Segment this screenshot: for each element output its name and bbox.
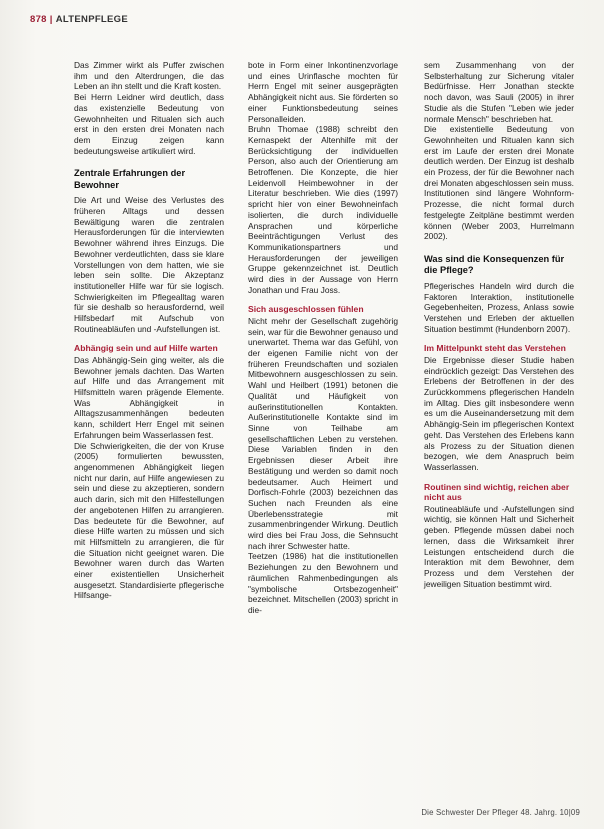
section-heading: Was sind die Konsequenzen für die Pflege?: [424, 253, 565, 276]
header-separator: |: [49, 14, 53, 25]
paragraph: Die existentielle Bedeutung von Gewohnheiten und Ritualen kann sich erst im Laufe der ersten drei Monate deutlich werden. Der Einzug ist deshalb ein Prozess, der für die Bewohner nach drei Monaten abgeschlossen sein muss. Institutionen sind längere Wohnform-Prozesse, die nicht formal durch festgelegte Zeitpläne bestimmt werden können (Weber 2003, Hurrelmann 2002).: [424, 124, 574, 242]
paragraph: Das Abhängig-Sein ging weiter, als die Bewohner jemals dachten. Das Warten auf Hilfe und das Arrangement mit Hilfsmitteln waren prägende Elemente. Was Abhängigkeit in Alltagszusammenhängen bedeuten kann, schildert Herr Engel mit seinen Erfahrungen beim Wasserlassen fest.: [74, 354, 224, 440]
paragraph: Das Zimmer wirkt als Puffer zwischen ihm und den Alterdrungen, die das Leben an ihn stellt und die Kraft kosten.: [74, 60, 224, 92]
paragraph: Die Art und Weise des Verlustes des früheren Alltags und dessen Bewältigung waren die zentralen Herausforderungen für die interviewten Bewohner während ihres Einzugs. Die Bewohner verdeutlichten, dass sie klare Vorstellungen von dem hatten, wie sie leben sein sollte. Die Akzeptanz institutioneller Hilfe war für sie logisch. Schwierigkeiten im Pflegealltag waren für sie deshalb so herausfordernd, weil Hilfsbedarf mit Aufschub von Routineabläufen und -Aufstellungen ist.: [74, 195, 224, 334]
page-number: 878: [30, 14, 47, 25]
subsection-heading: Sich ausgeschlossen fühlen: [248, 304, 364, 315]
paragraph: Nicht mehr der Gesellschaft zugehörig sein, war für die Bewohner genauso und unerwartet. Thema war das Gefühl, von der eigenen Familie nicht von der früheren Freundschaften und sozialen Mitbewohnern ausgeschlossen zu sein. Wahl und Heilbert (1991) betonen die Qualität und Häufigkeit von außerinstitutionellen Kontakten. Außerinstitutionelle Kontakte sind im Sinne von Teilhabe am gesellschaftlichen Leben zu verstehen. Diese Variablen finden in den Ergebnissen dieser Arbeit ihre Bestätigung und werden so damit noch bedeutsamer. Auch Heimert und Dorfisch-Fohrle (2003) bezeichnen das Suchen nach Freunden als eine Überlebensstrategie mit zusammenbringender Wirkung. Deutlich wird dies bei Frau Joss, die Sehnsucht nach ihrer Schwester hatte.: [248, 315, 398, 551]
subsection-heading: Routinen sind wichtig, reichen aber nicht aus: [424, 481, 570, 503]
paragraph: bote in Form einer Inkontinenzvorlage und eines Urinflasche mochten für Herrn Engel mit seiner ausgeprägten Abhängigkeit nicht aus. Sie förderten so einer Funktionsbedeutung seines Personalleiden.: [248, 60, 398, 124]
footer-journal-info: Die Schwester Der Pfleger 48. Jahrg. 10|09: [421, 808, 580, 817]
paragraph: Pflegerisches Handeln wird durch die Faktoren Interaktion, institutionelle Gegebenheiten, Prozess, Anlass sowie Verstehen und Erleben der aktuellen Situation bestimmt (Hundenborn 2007).: [424, 280, 574, 334]
text-column-2: [248, 60, 398, 616]
subsection-heading: Im Mittelpunkt steht das Verstehen: [424, 343, 566, 354]
paragraph: Die Schwierigkeiten, die der von Kruse (2005) formulierten bewussten, angenommenen Abhängigkeit liegen nicht nur darin, auf Hilfe angewiesen zu sein und diese zu akzeptieren, sondern auch darin, sich mit den Hilfestellungen der angebotenen Hilfen zu arrangieren. Das bedeutete für die Bewohner, auf diese Hilfe warten zu müssen und sich mit Hilfsmitteln zu arrangieren, die für die Situation nicht geeignet waren. Die Bewohner waren durch das Warten einer existentiellen Unsicherheit ausgesetzt. Standardisierte pflegerische Hilfsange-: [74, 440, 224, 601]
paragraph: Die Ergebnisse dieser Studie haben eindrücklich gezeigt: Das Verstehen des Erlebens der Betroffenen in der des Zurückkommens pflegerischen Handeln im Alltag. Dies gilt insbesondere wenn es um die Auseinandersetzung mit dem Abhängig-Sein im pflegerischen Kontext geht. Das Verstehen des Erlebens kann als Prozess zu der Situation dienen bezogen, wie dem Anaspruch beim Wasserlassen.: [424, 354, 574, 472]
paragraph: Routineabläufe und -Aufstellungen sind wichtig, sie können Halt und Sicherheit geben. Pflegende müssen dabei noch lernen, dass die Wirksamkeit ihrer Leistungen entscheidend durch die Interaktion mit dem Bewohner, dem Prozess und dem Verstehen der jeweiligen Situation bestimmt wird.: [424, 503, 574, 589]
paragraph: sem Zusammenhang von der Selbsterhaltung zur Sicherung vitaler Bedürfnisse. Herr Jonathan steckte noch davon, was Sauli (2005) in ihrer Studie als die Stufen "Leben wie jeder normale Mensch" beschrieben hat.: [424, 60, 574, 124]
paragraph: Teetzen (1986) hat die institutionellen Beziehungen zu den Bewohnern und räumlichen Rahmenbedingungen als "symbolische Ortsbezogenheit" bezeichnet. Mitschellen (2003) spricht in die-: [248, 551, 398, 615]
paragraph: Bruhn Thomae (1988) schreibt den Kernaspekt der Altenhilfe mit der Berücksichtigung der individuellen Person, also auch der Orientierung am Betroffenen. Die Konzepte, die hier Leidenvoll Heimbewohner in der Literatur beschrieben. Wie dies (1997) spricht hier von einer Bewohneinfach isolierten, die durch individuelle Ansprachen und körperliche Beeinträchtigungen Verlust des Kommunikationspartners und Herausforderungen der jeweiligen Gruppe gekennzeichnet ist. Deutlich wird dies in der Aussage von Herrn Jonathan und Frau Joss.: [248, 124, 398, 295]
paragraph: Bei Herrn Leidner wird deutlich, dass das existenzielle Bedeutung von Gewohnheiten und Ritualen sich auch erst in den ersten drei Monaten nach dem Einzug zeigen kann bedeutungsweise artikuliert wird.: [74, 92, 224, 156]
subsection-heading: Abhängig sein und auf Hilfe warten: [74, 343, 218, 354]
text-column-3: [424, 60, 574, 589]
text-column-1: [74, 60, 224, 601]
section-title: ALTENPFLEGE: [55, 14, 128, 25]
running-head: [30, 14, 128, 25]
section-heading: Zentrale Erfahrungen der Bewohner: [74, 168, 186, 190]
